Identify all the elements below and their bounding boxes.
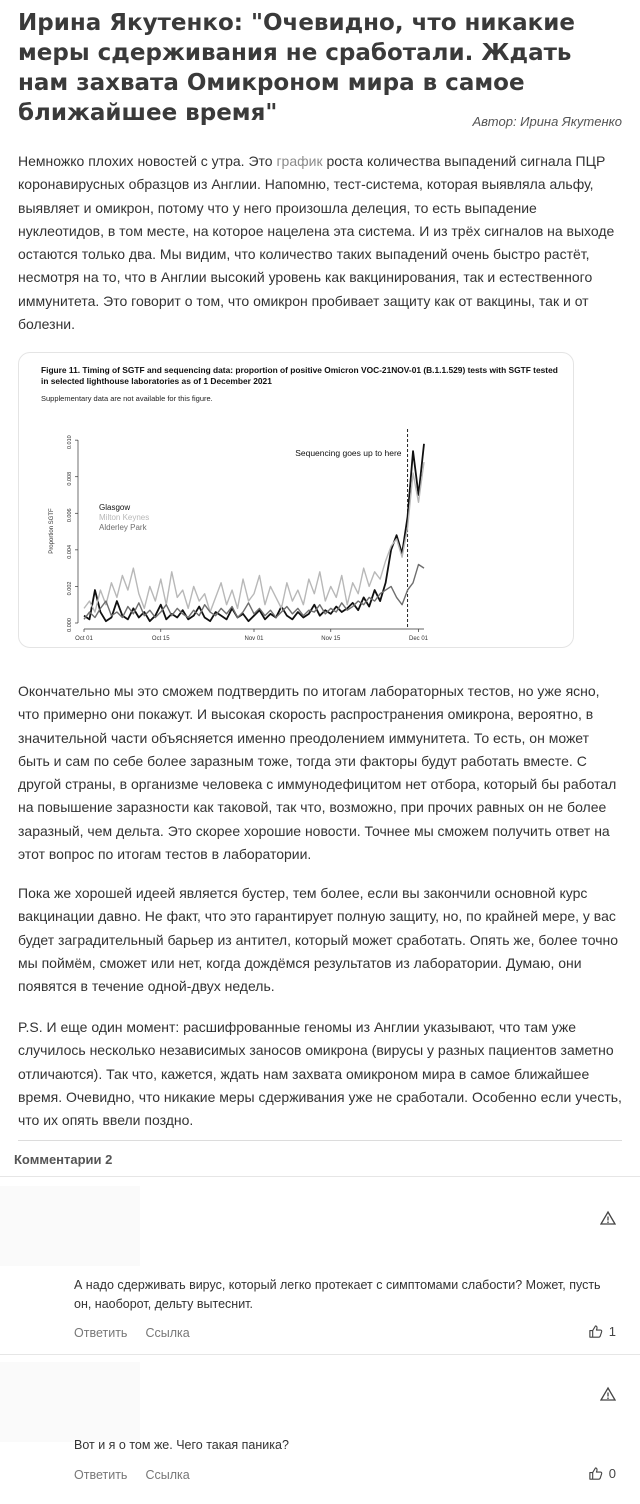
paragraph-1 bbox=[18, 150, 622, 336]
comment-actions bbox=[74, 1326, 208, 1340]
y-axis-label: Proportion SGTF bbox=[49, 508, 55, 554]
comment-text: Вот и я о том же. Чего такая паника? bbox=[74, 1438, 289, 1452]
figure-note: Supplementary data are not available for this figure. bbox=[41, 394, 213, 403]
thumbs-up-icon bbox=[588, 1466, 603, 1481]
reply-button[interactable]: Ответить bbox=[74, 1468, 128, 1482]
y-tick-label: 0.000 bbox=[67, 618, 73, 632]
comment-actions bbox=[74, 1468, 208, 1482]
divider bbox=[0, 1176, 640, 1177]
article-author: Автор: Ирина Якутенко bbox=[472, 114, 622, 129]
figure-card bbox=[18, 352, 574, 648]
comment-text: А надо сдерживать вирус, который легко протекает с симптомами слабости? Может, пусть он, наоборот, дельту вытеснит. bbox=[74, 1278, 601, 1311]
x-tick-label: Oct 15 bbox=[151, 636, 170, 642]
y-tick-label: 0.004 bbox=[67, 544, 73, 559]
link-button[interactable]: Ссылка bbox=[145, 1468, 190, 1482]
paragraph-3: Пока же хорошей идеей является бустер, тем более, если вы закончили основной курс вакцинации давно. Не факт, что это гарантирует полную защиту, но, по крайней мере, у вас будет заградительный барьер из антител, который может сработать. Опять же, более точно мы поймём, сможет или нет, когда дождёмся результатов из лаборатории. Думаю, они появятся в течение одной-двух недель. bbox=[18, 885, 619, 995]
paragraph-4: P.S. И еще один момент: расшифрованные геномы из Англии указывают, что там уже случилось несколько независимых заносов омикрона (вирусы у разных пациентов заметно отличаются). Так что, кажется, ждать нам захвата омикроном мира в самое ближайшее время. Очевидно, что никакие меры сдерживания уже не сработали. Особенно если учесть, что их опять ввели поздно. bbox=[18, 1019, 622, 1129]
y-tick-label: 0.008 bbox=[67, 471, 73, 486]
divider bbox=[0, 1354, 640, 1355]
legend-entry: Alderley Park bbox=[99, 523, 147, 532]
sgtf-line-chart bbox=[19, 353, 574, 648]
like-button[interactable] bbox=[588, 1466, 616, 1481]
chart-annotation: Sequencing goes up to here bbox=[295, 448, 402, 458]
link-button[interactable]: Ссылка bbox=[145, 1326, 190, 1340]
report-icon[interactable] bbox=[600, 1210, 616, 1226]
chart-lines bbox=[84, 444, 424, 621]
series-line-milton-keynes bbox=[84, 462, 424, 612]
paragraph-2: Окончательно мы это сможем подтвердить по итогам лабораторных тестов, но уже ясно, что примерно они покажут. И высокая скорость распространения омикрона, вероятно, в значительной части объясняется именно преодолением иммунитета. То есть, он может быть и сам по себе более заразным тоже, тогда эти факторы будут работать вместе. С другой страны, в организме человека с иммунодефицитом нет отбора, который бы работал на повышение заразности как таковой, так что, возможно, при прочих равных он не более заразный, чем дельта. Это скорее хорошие новости. Точнее мы сможем получить ответ на этот вопрос по итогам тестов в лаборатории. bbox=[18, 683, 617, 863]
x-tick-label: Dec 01 bbox=[409, 636, 429, 642]
x-tick-label: Oct 01 bbox=[75, 636, 93, 642]
paragraph-1-start: Немножко плохих новостей с утра. Это bbox=[18, 153, 277, 169]
avatar bbox=[0, 1186, 140, 1266]
figure-title: Figure 11. Timing of SGTF and sequencing data: proportion of positive Omicron VOC-21NOV-01 (B.1.1.529) tests with SGTF tested in selected lighthouse laboratories as of 1 December 2021 bbox=[41, 365, 558, 386]
y-tick-label: 0.002 bbox=[67, 581, 73, 596]
divider bbox=[18, 1140, 622, 1141]
like-count: 1 bbox=[608, 1324, 616, 1339]
paragraph-1-rest: роста количества выпадений сигнала ПЦР коронавирусных образцов из Англии. Напомню, тест-система, которая выявляла альфу, выявляет и омикрон, потому что у него произошла делеция, то есть выпадение нуклеотидов, в том месте, на которое нацелена эта система. И из трёх сигналов на выходе остаются только два. Мы видим, что количество таких выпадений очень быстро растёт, несмотря на то, что в Англии высокий уровень как вакцинирования, так и естественного иммунитета. Это говорит о том, что омикрон пробивает защиту как от вакцины, так и от болезни. bbox=[18, 153, 615, 333]
legend-entry: Milton Keynes bbox=[99, 513, 150, 522]
like-count: 0 bbox=[608, 1466, 616, 1481]
avatar bbox=[0, 1362, 140, 1442]
legend-entry: Glasgow bbox=[99, 503, 131, 512]
x-tick-label: Nov 01 bbox=[244, 636, 264, 642]
x-tick-label: Nov 15 bbox=[321, 636, 341, 642]
reply-button[interactable]: Ответить bbox=[74, 1326, 128, 1340]
article-title: Ирина Якутенко: "Очевидно, что никакие меры сдерживания не сработали. Ждать нам захвата Омикроном мира в самое ближайшее время" bbox=[18, 10, 575, 126]
report-icon[interactable] bbox=[600, 1386, 616, 1402]
chart-axes bbox=[67, 429, 429, 642]
chart-link[interactable]: график bbox=[276, 153, 323, 169]
like-button[interactable] bbox=[588, 1324, 616, 1339]
thumbs-up-icon bbox=[588, 1324, 603, 1339]
y-tick-label: 0.010 bbox=[67, 435, 73, 450]
chart-legend bbox=[99, 503, 149, 532]
y-tick-label: 0.006 bbox=[67, 508, 73, 523]
comments-header: Комментарии 2 bbox=[14, 1152, 113, 1167]
